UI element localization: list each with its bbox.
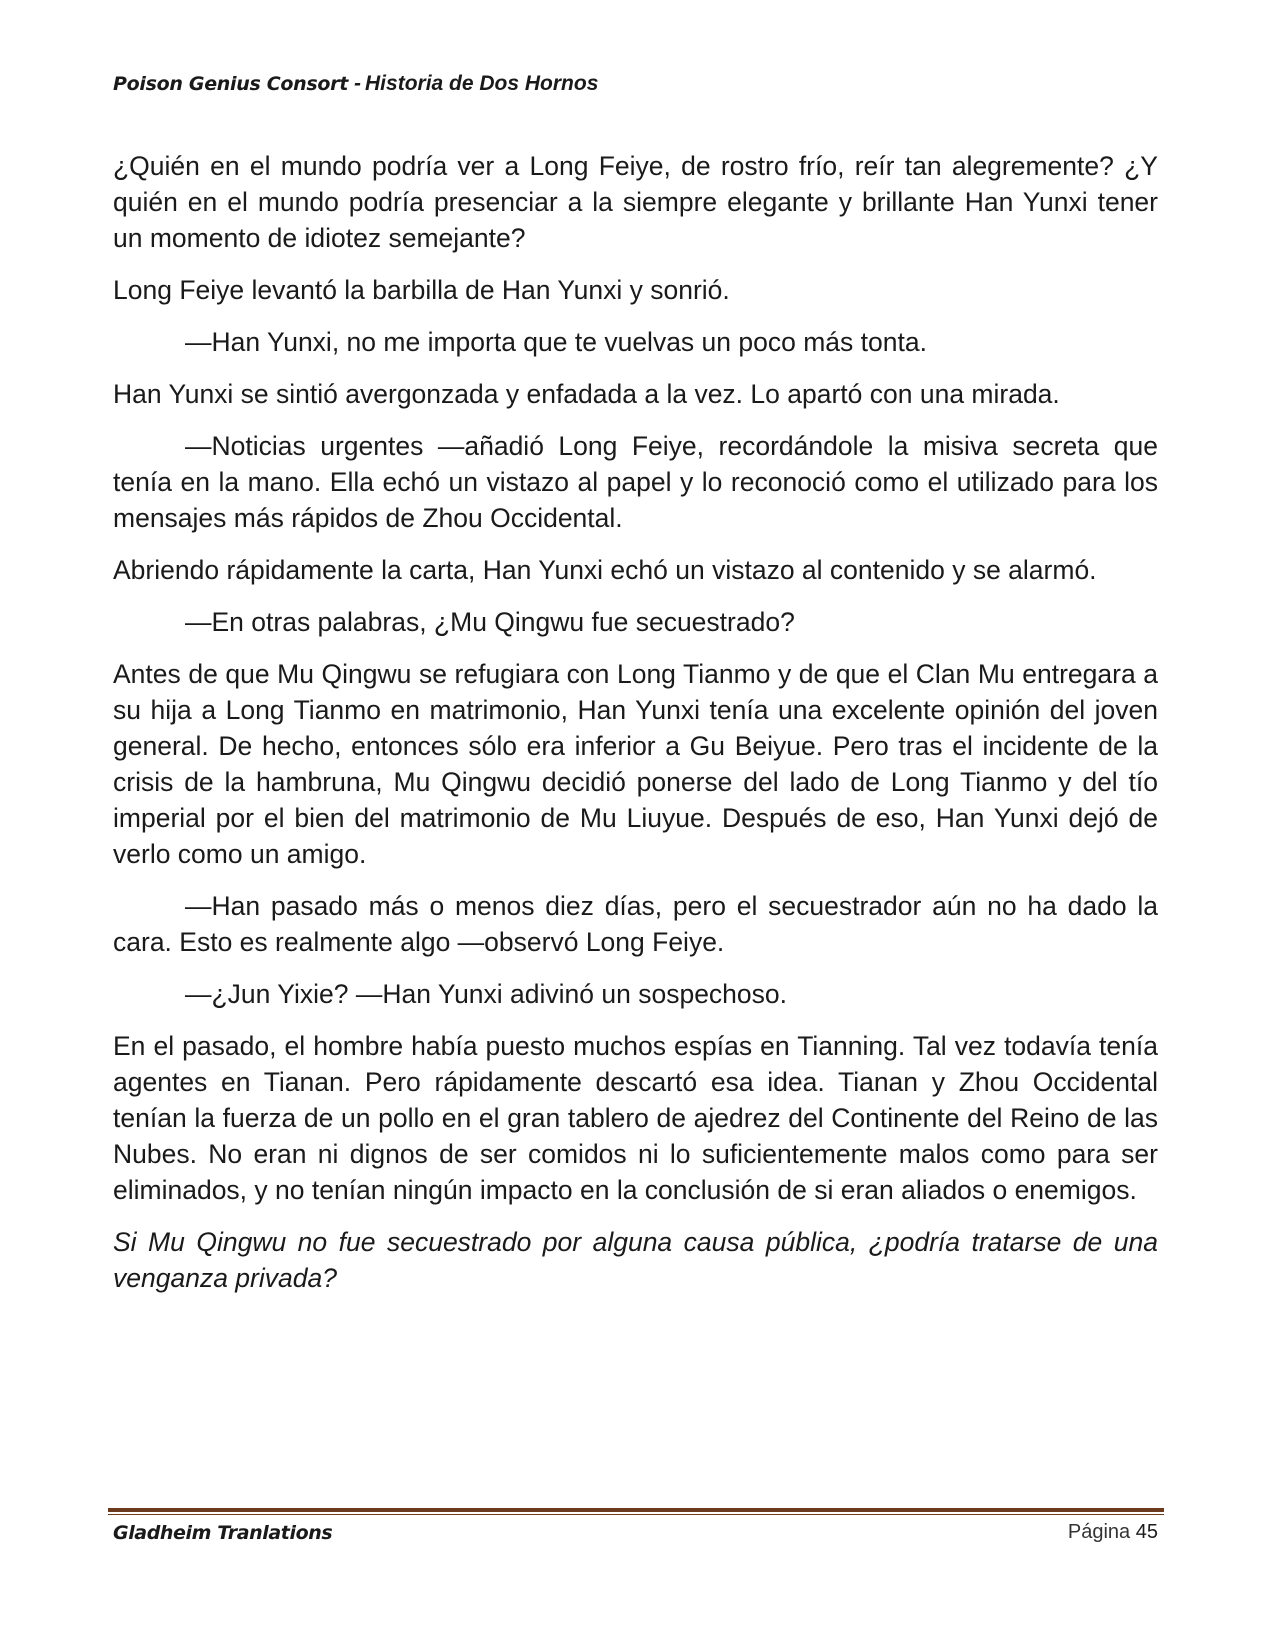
footer-rule bbox=[108, 1508, 1164, 1515]
dialogue-paragraph: —Han Yunxi, no me importa que te vuelvas un poco más tonta. bbox=[185, 327, 927, 357]
header-separator: - bbox=[354, 72, 362, 95]
dialogue-paragraph: —En otras palabras, ¿Mu Qingwu fue secuestrado? bbox=[185, 607, 795, 637]
footer-rule-thick bbox=[108, 1508, 1164, 1512]
paragraph: ¿Quién en el mundo podría ver a Long Feiye, de rostro frío, reír tan alegremente? ¿Y quién en el mundo podría presenciar a la siempre elegante y brillante Han Yunxi tener un momento de idiotez semejante? bbox=[113, 151, 1158, 253]
thought-paragraph: Si Mu Qingwu no fue secuestrado por alguna causa pública, ¿podría tratarse de una venganza privada? bbox=[113, 1227, 1158, 1293]
paragraph: En el pasado, el hombre había puesto muchos espías en Tianning. Tal vez todavía tenía agentes en Tianan. Pero rápidamente descartó esa idea. Tianan y Zhou Occidental tenían la fuerza de un pollo en el gran tablero de ajedrez del Continente del Reino de las Nubes. No eran ni dignos de ser comidos ni lo suficientemente malos como para ser eliminados, y no tenían ningún impacto en la conclusión de si eran aliados o enemigos. bbox=[113, 1031, 1158, 1205]
paragraph: Antes de que Mu Qingwu se refugiara con Long Tianmo y de que el Clan Mu entregara a su hija a Long Tianmo en matrimonio, Han Yunxi tenía una excelente opinión del joven general. De hecho, entonces sólo era inferior a Gu Beiyue. Pero tras el incidente de la crisis de la hambruna, Mu Qingwu decidió ponerse del lado de Long Tianmo y del tío imperial por el bien del matrimonio de Mu Liuyue. Después de eso, Han Yunxi dejó de verlo como un amigo. bbox=[113, 659, 1158, 869]
dialogue-paragraph: —Han pasado más o menos diez días, pero el secuestrador aún no ha dado la cara. Esto es realmente algo —observó Long Feiye. bbox=[113, 891, 1158, 957]
publisher-name: Gladheim Tranlations bbox=[113, 1522, 333, 1544]
paragraph: Abriendo rápidamente la carta, Han Yunxi echó un vistazo al contenido y se alarmó. bbox=[113, 555, 1097, 585]
dialogue-paragraph: —Noticias urgentes —añadió Long Feiye, recordándole la misiva secreta que tenía en la mano. Ella echó un vistazo al papel y lo reconoció como el utilizado para los mensajes más rápidos de Zhou Occidental. bbox=[113, 431, 1158, 533]
page-number-block bbox=[1068, 1521, 1158, 1544]
paragraph: Long Feiye levantó la barbilla de Han Yunxi y sonrió. bbox=[113, 275, 730, 305]
dialogue-paragraph: —¿Jun Yixie? —Han Yunxi adivinó un sospechoso. bbox=[185, 979, 788, 1009]
body-text bbox=[113, 148, 1158, 1312]
page-number: 45 bbox=[1135, 1521, 1158, 1543]
chapter-title: Historia de Dos Hornos bbox=[365, 72, 599, 95]
page-header bbox=[113, 72, 598, 96]
paragraph: Han Yunxi se sintió avergonzada y enfadada a la vez. Lo apartó con una mirada. bbox=[113, 379, 1060, 409]
page-label: Página bbox=[1067, 1521, 1131, 1543]
series-title: Poison Genius Consort bbox=[113, 73, 349, 95]
footer-rule-thin bbox=[108, 1514, 1164, 1515]
